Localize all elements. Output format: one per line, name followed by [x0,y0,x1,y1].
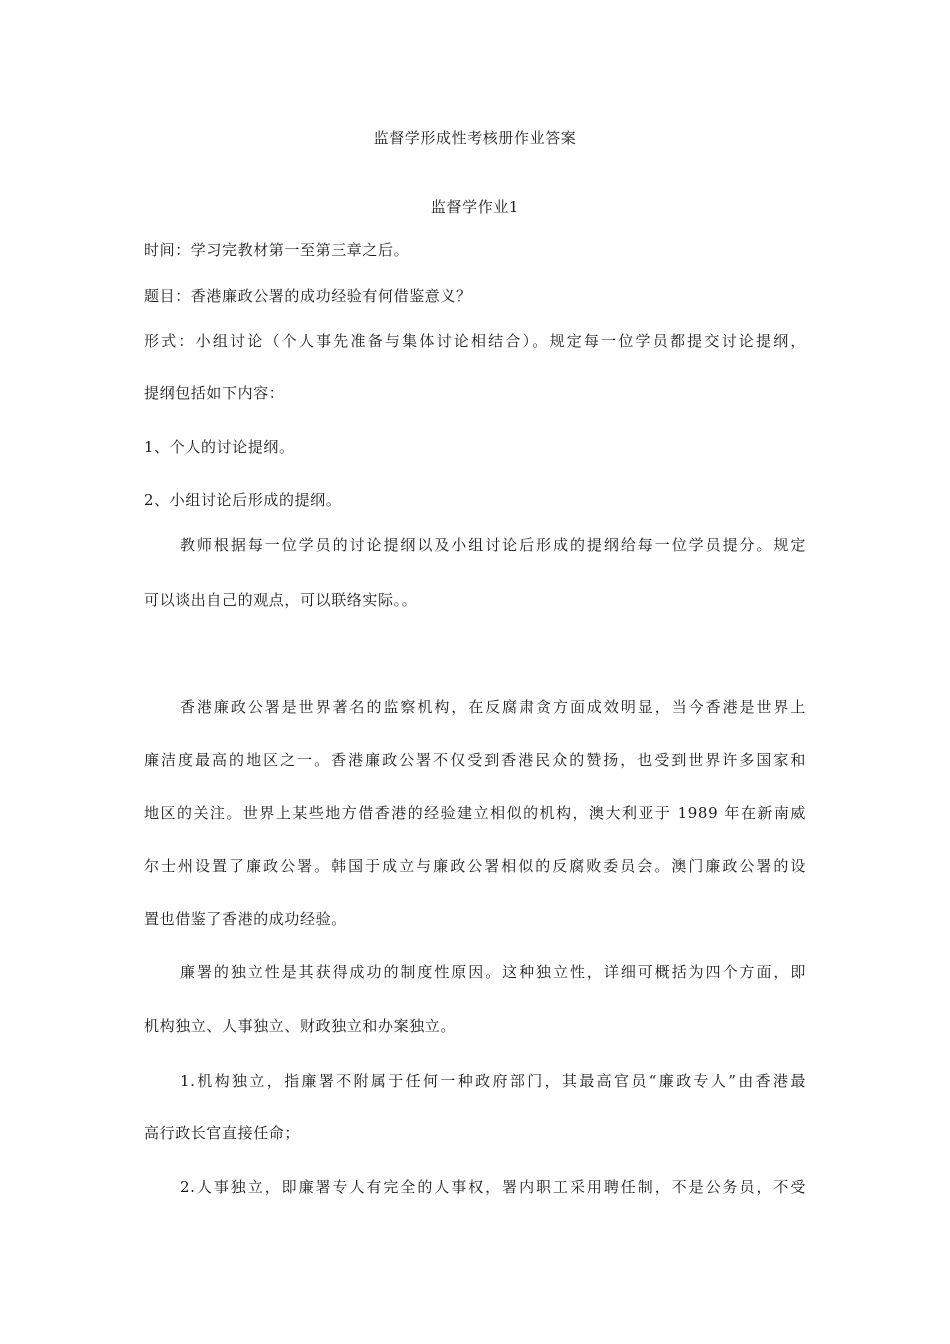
paragraph-line: 1.机构独立，指廉署不附属于任何一种政府部门，其最高官员“廉政专人”由香港最 [180,1072,806,1090]
paragraph-line: 地区的关注。世界上某些地方借香港的经验建立相似的机构，澳大利亚于 1989 年在新南威 [144,804,806,822]
paragraph-line: 香港廉政公署是世界著名的监察机构，在反腐肃贪方面成效明显，当今香港是世界上 [180,698,806,716]
paragraph-line: 置也借鉴了香港的成功经验。 [144,910,347,928]
teacher-note: 教师根据每一位学员的讨论提纲以及小组讨论后形成的提纲给每一位学员提分。规定 [180,536,806,554]
meta-time: 时间：学习完教材第一至第三章之后。 [144,241,410,259]
paragraph-line: 廉洁度最高的地区之一。香港廉政公署不仅受到香港民众的赞扬，也受到世界许多国家和 [144,751,806,769]
document-title: 监督学形成性考核册作业答案 [373,129,577,147]
paragraph-line: 机构独立、人事独立、财政独立和办案独立。 [144,1017,457,1035]
meta-format-cont: 提纲包括如下内容： [144,384,285,402]
teacher-note-cont: 可以谈出自己的观点，可以联络实际。。 [144,591,418,609]
list-item-1: 1、个人的讨论提纲。 [144,438,295,456]
paragraph-line: 尔士州设置了廉政公署。韩国于成立与廉政公署相似的反腐败委员会。澳门廉政公署的设 [144,857,806,875]
meta-format: 形式：小组讨论（个人事先准备与集体讨论相结合）。规定每一位学员都提交讨论提纲， [144,332,806,350]
meta-topic: 题目：香港廉政公署的成功经验有何借鉴意义？ [144,287,472,305]
list-item-2: 2、小组讨论后形成的提纲。 [144,491,342,509]
paragraph-line: 高行政长官直接任命； [144,1124,301,1142]
paragraph-line: 廉署的独立性是其获得成功的制度性原因。这种独立性，详细可概括为四个方面，即 [180,963,806,981]
assignment-heading: 监督学作业1 [430,198,520,216]
paragraph-line: 2.人事独立，即廉署专人有完全的人事权，署内职工采用聘任制，不是公务员，不受 [180,1178,806,1196]
